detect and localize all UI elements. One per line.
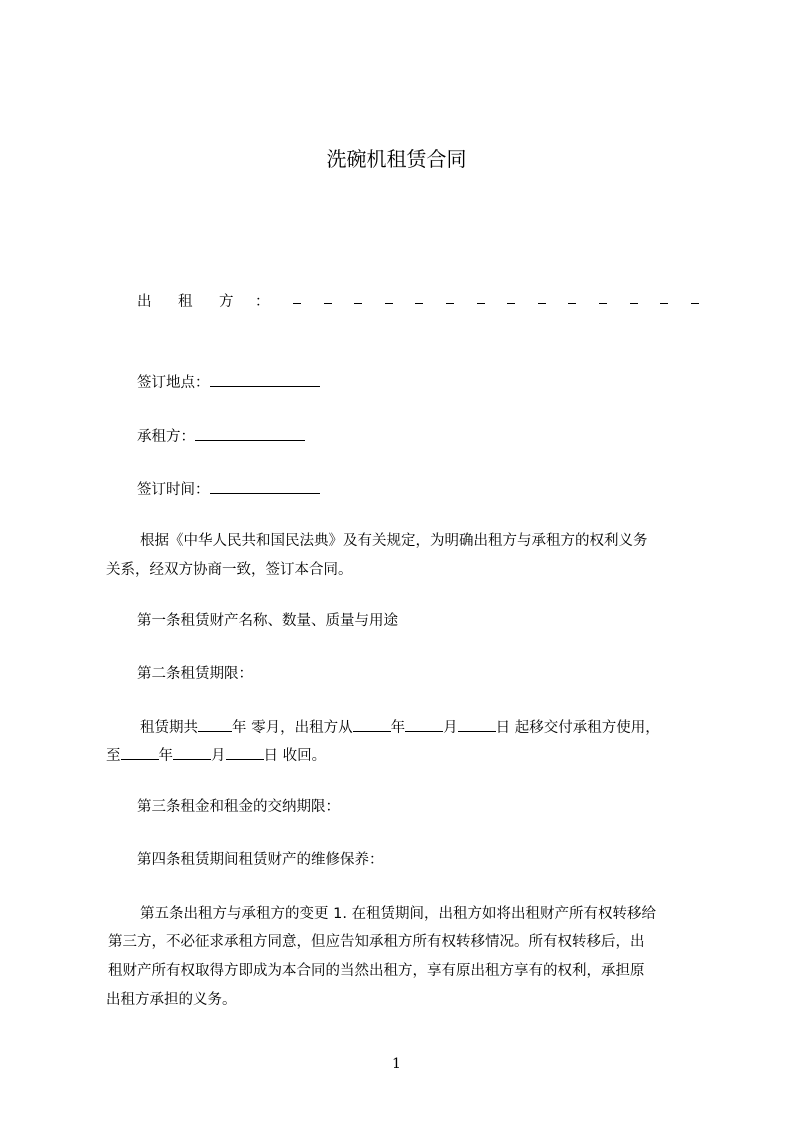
article-1: 第一条租赁财产名称、数量、质量与用途: [137, 613, 398, 629]
term-text-6: 至: [106, 748, 121, 764]
term-text-2: 年 零月，出租方从: [232, 720, 353, 736]
lessor-char-2: 租: [178, 294, 193, 310]
term-line-2: [106, 745, 326, 766]
term-text-4: 月: [443, 720, 458, 736]
lessor-char-1: 出: [137, 294, 152, 310]
start-year-blank: [353, 717, 391, 732]
term-line-1: [140, 717, 660, 738]
term-text-1: 租赁期共: [140, 720, 198, 736]
article-3: 第三条租金和租金的交纳期限：: [137, 799, 340, 815]
lessor-row: [137, 290, 702, 314]
lessee-blank: [195, 426, 305, 441]
article-5-line-2: 第三方，不必征求承租方同意，但应告知承租方所有权转移情况。所有权转移后，出: [108, 934, 645, 950]
start-day-blank: [458, 717, 496, 732]
end-year-blank: [121, 745, 159, 760]
signing-time-blank: [210, 479, 320, 494]
signing-time-line: [137, 479, 320, 500]
lessee-label: 承租方：: [137, 429, 195, 445]
document-title: 洗碗机租赁合同: [326, 147, 467, 171]
intro-line-1: 根据《中华人民共和国民法典》及有关规定，为明确出租方与承租方的权利义务: [140, 533, 648, 549]
article-5-line-3: 租财产所有权取得方即成为本合同的当然出租方，享有原出租方享有的权利，承担原: [108, 963, 645, 979]
end-month-blank: [173, 745, 211, 760]
page-number: 1: [392, 1056, 401, 1072]
article-5-line-1: 第五条出租方与承租方的变更 1. 在租赁期间，出租方如将出租财产所有权转移给: [140, 906, 657, 922]
term-text-9: 日 收回。: [263, 748, 327, 764]
term-text-5: 日 起移交付承租方使用，: [495, 720, 660, 736]
signing-place-label: 签订地点：: [137, 375, 210, 391]
article-5-line-4: 出租方承担的义务。: [106, 992, 237, 1008]
lessor-char-4: ：: [255, 294, 270, 310]
start-month-blank: [405, 717, 443, 732]
intro-line-2: 关系，经双方协商一致，签订本合同。: [106, 562, 353, 578]
term-years-blank: [198, 717, 232, 732]
end-day-blank: [226, 745, 264, 760]
lessee-line: [137, 426, 305, 447]
lessor-char-3: 方: [219, 294, 234, 310]
term-text-7: 年: [158, 748, 173, 764]
article-4: 第四条租赁期间租赁财产的维修保养：: [137, 852, 384, 868]
term-text-3: 年: [390, 720, 406, 736]
term-text-8: 月: [211, 748, 226, 764]
signing-time-label: 签订时间：: [137, 482, 210, 498]
signing-place-line: [137, 372, 320, 393]
signing-place-blank: [210, 372, 320, 387]
article-2: 第二条租赁期限：: [137, 666, 253, 682]
